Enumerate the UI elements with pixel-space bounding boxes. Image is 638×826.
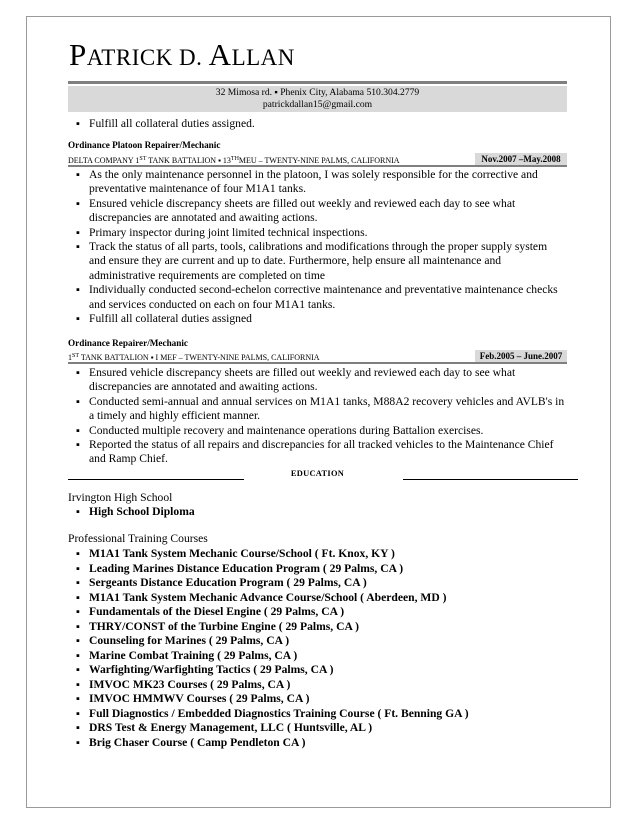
training-heading: Professional Training Courses [68,532,208,545]
list-item: ▪ Marine Combat Training ( 29 Palms, CA ) [76,649,566,664]
job-bar [68,153,567,167]
list-item: ▪ Brig Chaser Course ( Camp Pendleton CA ) [76,736,566,751]
job-title: Ordinance Repairer/Mechanic [68,338,189,348]
list-item: ▪ Primary inspector during joint limited technical inspections. [76,226,566,240]
list-item: ▪ THRY/CONST of the Turbine Engine ( 29 Palms, CA ) [76,620,566,635]
list-item: ▪ Conducted semi-annual and annual services on M1A1 tanks, M88A2 recovery vehicles and AVLB's in a timely and highly efficient manner. [76,395,566,424]
list-item: ▪ As the only maintenance personnel in the platoon, I was solely responsible for the corrective and preventative maintenance of four M1A1 tanks. [76,168,566,197]
header-rule [68,81,567,84]
list-item: ▪ Fulfill all collateral duties assigned. [76,117,566,131]
list-item: ▪ IMVOC HMMWV Courses ( 29 Palms, CA ) [76,692,566,707]
education-heading: EDUCATION [290,469,345,478]
list-item: ▪ Ensured vehicle discrepancy sheets are filled out weekly and reviewed each day to see what discrepancies are annotated and awaiting actions. [76,366,566,395]
list-item: ▪ Conducted multiple recovery and maintenance operations during Battalion exercises. [76,424,566,438]
job-bar [68,350,567,364]
name-initial-first: P [69,37,87,72]
job-unit: 1ST TANK BATTALION ▪ I MEF – TWENTY-NINE PALMS, CALIFORNIA [68,353,320,362]
diploma-list [76,505,566,519]
course-list [76,547,566,750]
job-title: Ordinance Platoon Repairer/Mechanic [68,140,221,150]
list-item: ▪ DRS Test & Energy Management, LLC ( Huntsville, AL ) [76,721,566,736]
list-item: ▪ Sergeants Distance Education Program ( 29 Palms, CA ) [76,576,566,591]
address-line: 32 Mimosa rd. ▪ Phenix City, Alabama 510.304.2779 [215,87,420,98]
list-item: ▪ Full Diagnostics / Embedded Diagnostics Training Course ( Ft. Benning GA ) [76,707,566,722]
job-dates: Nov.2007 –May.2008 [475,153,567,165]
email-line[interactable]: patrickdallan15@gmail.com [262,99,373,110]
job-duties-list [76,366,566,467]
list-item: ▪ Reported the status of all repairs and discrepancies for all tracked vehicles to the Maintenance Chief and Ramp Chief. [76,438,566,467]
list-item: ▪ Counseling for Marines ( 29 Palms, CA ) [76,634,566,649]
list-item: ▪ M1A1 Tank System Mechanic Advance Course/School ( Aberdeen, MD ) [76,591,566,606]
list-item: ▪ Leading Marines Distance Education Program ( 29 Palms, CA ) [76,562,566,577]
intro-list [76,117,566,131]
list-item: ▪ Warfighting/Warfighting Tactics ( 29 Palms, CA ) [76,663,566,678]
name-last-rest: LLAN [231,45,295,70]
name-initial-last: A [208,37,232,72]
list-item: ▪ M1A1 Tank System Mechanic Course/School ( Ft. Knox, KY ) [76,547,566,562]
list-item: ▪ Fulfill all collateral duties assigned [76,312,566,326]
name-first-rest: ATRICK D. [86,45,209,70]
job-duties-list [76,168,566,326]
contact-block [68,86,567,112]
education-rule-left [68,479,244,480]
list-item: ▪ Ensured vehicle discrepancy sheets are filled out weekly and reviewed each day to see what discrepancies are annotated and awaiting actions. [76,197,566,226]
list-item: ▪ Track the status of all parts, tools, calibrations and modifications through the proper supply system and ensure they are current and up to date. Furthermore, help ensure all maintenance and administrative requirements are completed on time [76,240,566,283]
list-item: ▪ Fundamentals of the Diesel Engine ( 29 Palms, CA ) [76,605,566,620]
resume-name [69,39,295,70]
school-name: Irvington High School [68,491,173,504]
education-rule-right [403,479,578,480]
list-item: ▪ IMVOC MK23 Courses ( 29 Palms, CA ) [76,678,566,693]
job-unit: DELTA COMPANY 1ST TANK BATTALION ▪ 13THMEU – TWENTY-NINE PALMS, CALIFORNIA [68,156,400,165]
job-dates: Feb.2005 – June.2007 [475,350,567,362]
list-item: ▪ High School Diploma [76,505,566,519]
list-item: ▪ Individually conducted second-echelon corrective maintenance and preventative maintenance checks and services conducted on each on four M1A1 tanks. [76,283,566,312]
